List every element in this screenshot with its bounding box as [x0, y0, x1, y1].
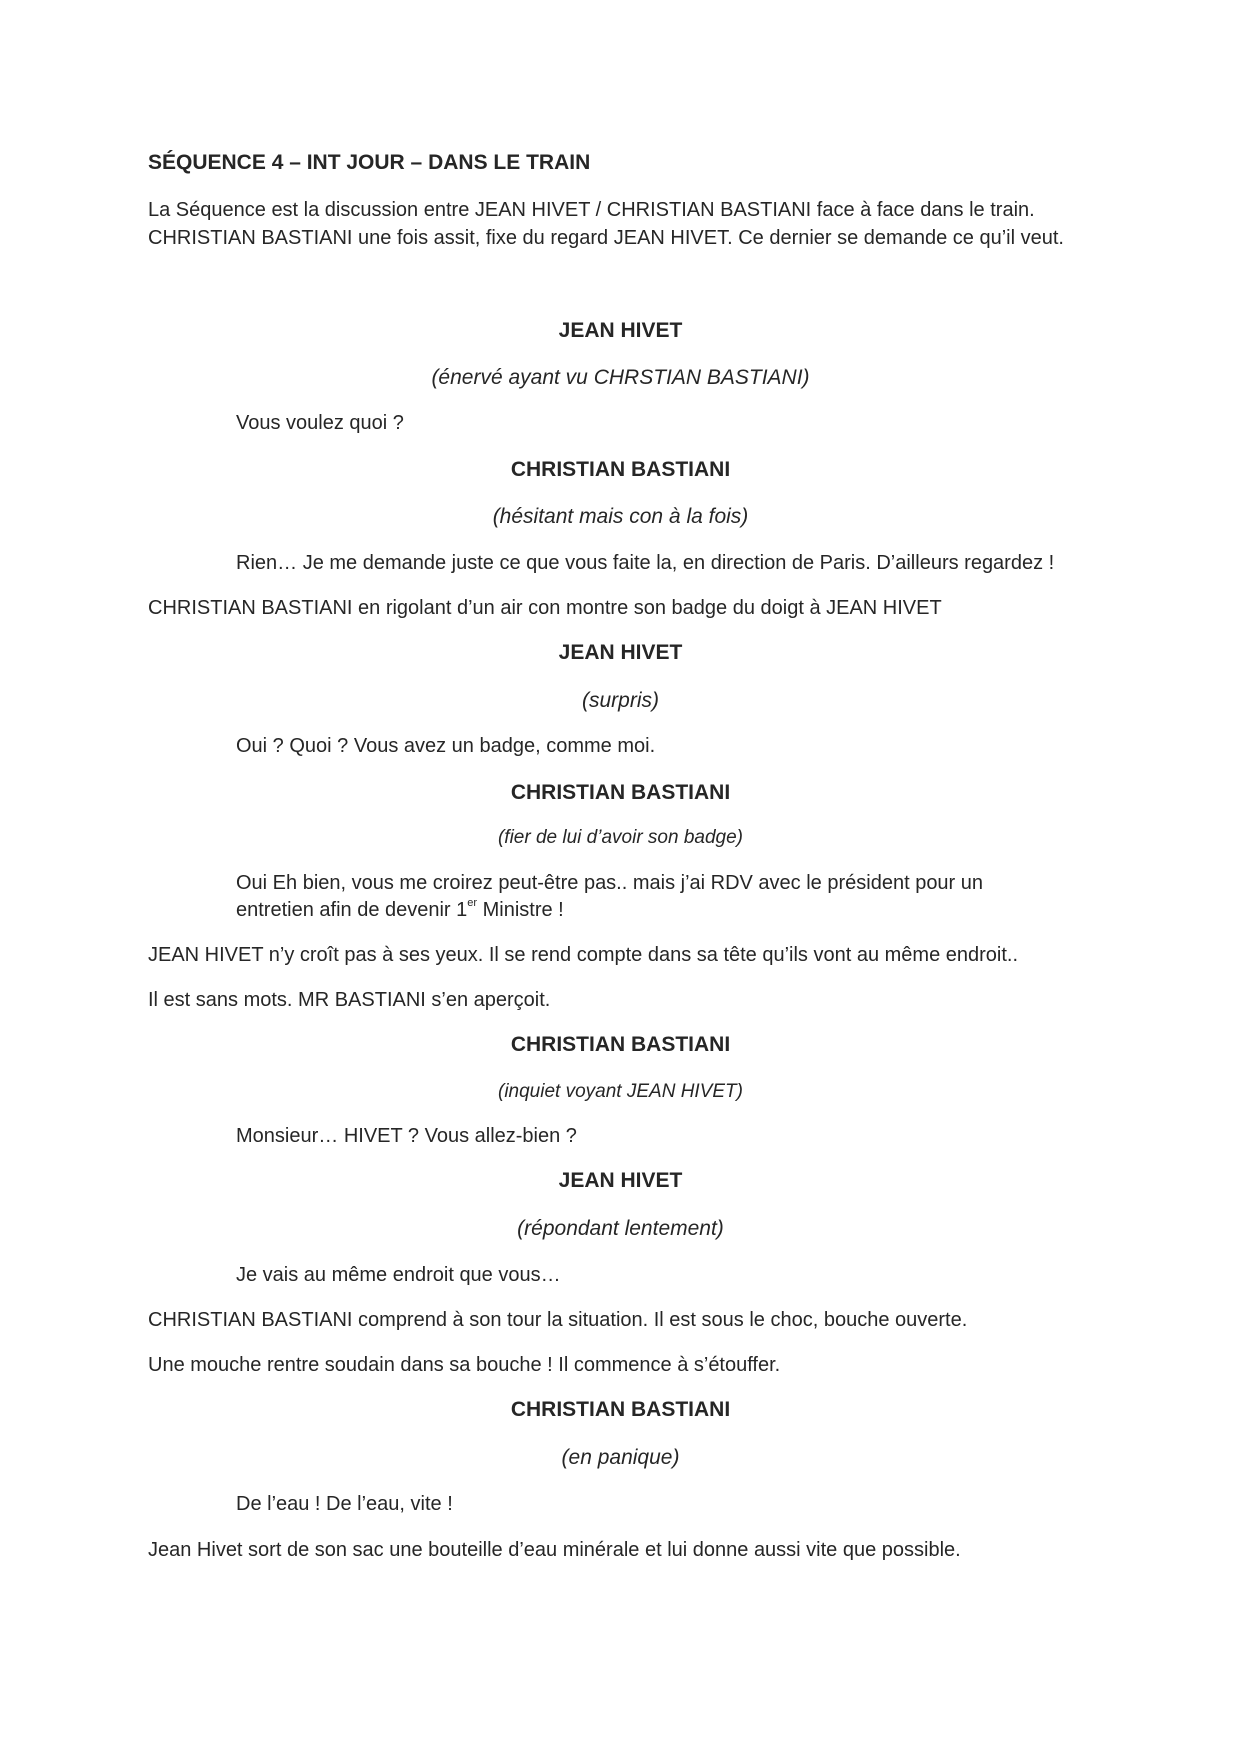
parenthetical: (en panique) — [561, 1446, 680, 1469]
character-name: JEAN HIVET — [558, 641, 683, 664]
character-name: CHRISTIAN BASTIANI — [510, 781, 731, 804]
action-line: Jean Hivet sort de son sac une bouteille d’eau minérale et lui donne aussi vite que possible. — [148, 1539, 961, 1561]
dialogue-line: Monsieur… HIVET ? Vous allez-bien ? — [236, 1125, 577, 1147]
character-name: CHRISTIAN BASTIANI — [510, 1033, 731, 1056]
action-line: Une mouche rentre soudain dans sa bouche ! Il commence à s’étouffer. — [148, 1354, 781, 1376]
dialogue-line: Rien… Je me demande juste ce que vous faite la, en direction de Paris. D’ailleurs regardez ! — [236, 552, 1055, 574]
action-line: CHRISTIAN BASTIANI en rigolant d’un air con montre son badge du doigt à JEAN HIVET — [148, 597, 942, 619]
character-name: JEAN HIVET — [558, 319, 683, 342]
action-line: CHRISTIAN BASTIANI comprend à son tour la situation. Il est sous le choc, bouche ouverte. — [148, 1309, 968, 1331]
action-line: Il est sans mots. MR BASTIANI s’en aperçoit. — [148, 989, 551, 1011]
parenthetical: (inquiet voyant JEAN HIVET) — [498, 1081, 743, 1102]
character-name: JEAN HIVET — [558, 1169, 683, 1192]
parenthetical: (hésitant mais con à la fois) — [492, 505, 749, 528]
scene-intro-line-1: La Séquence est la discussion entre JEAN HIVET / CHRISTIAN BASTIANI face à face dans le train. — [148, 199, 1035, 221]
dialogue-line: Vous voulez quoi ? — [236, 412, 404, 434]
dialogue-line: Je vais au même endroit que vous… — [236, 1264, 561, 1286]
action-line: JEAN HIVET n’y croît pas à ses yeux. Il se rend compte dans sa tête qu’ils vont au même endroit.. — [148, 944, 1019, 966]
character-name: CHRISTIAN BASTIANI — [510, 458, 731, 481]
dialogue-line: Oui Eh bien, vous me croirez peut-être pas.. mais j’ai RDV avec le président pour un — [236, 872, 984, 894]
dialogue-line — [236, 897, 564, 923]
parenthetical: (répondant lentement) — [517, 1217, 724, 1240]
parenthetical: (fier de lui d’avoir son badge) — [497, 827, 744, 848]
dialogue-line: De l’eau ! De l’eau, vite ! — [236, 1493, 453, 1515]
dialogue-line: Oui ? Quoi ? Vous avez un badge, comme moi. — [236, 735, 656, 757]
ordinal-superscript: er — [467, 897, 478, 910]
dialogue-text: Ministre ! — [477, 899, 564, 921]
parenthetical: (surpris) — [582, 689, 659, 712]
parenthetical: (énervé ayant vu CHRSTIAN BASTIANI) — [431, 366, 810, 389]
scene-intro-line-2: CHRISTIAN BASTIANI une fois assit, fixe du regard JEAN HIVET. Ce dernier se demande ce qu’il veut. — [148, 227, 1064, 249]
dialogue-text: entretien afin de devenir 1 — [236, 899, 468, 921]
character-name: CHRISTIAN BASTIANI — [510, 1398, 731, 1421]
scene-heading: SÉQUENCE 4 – INT JOUR – DANS LE TRAIN — [148, 151, 591, 174]
